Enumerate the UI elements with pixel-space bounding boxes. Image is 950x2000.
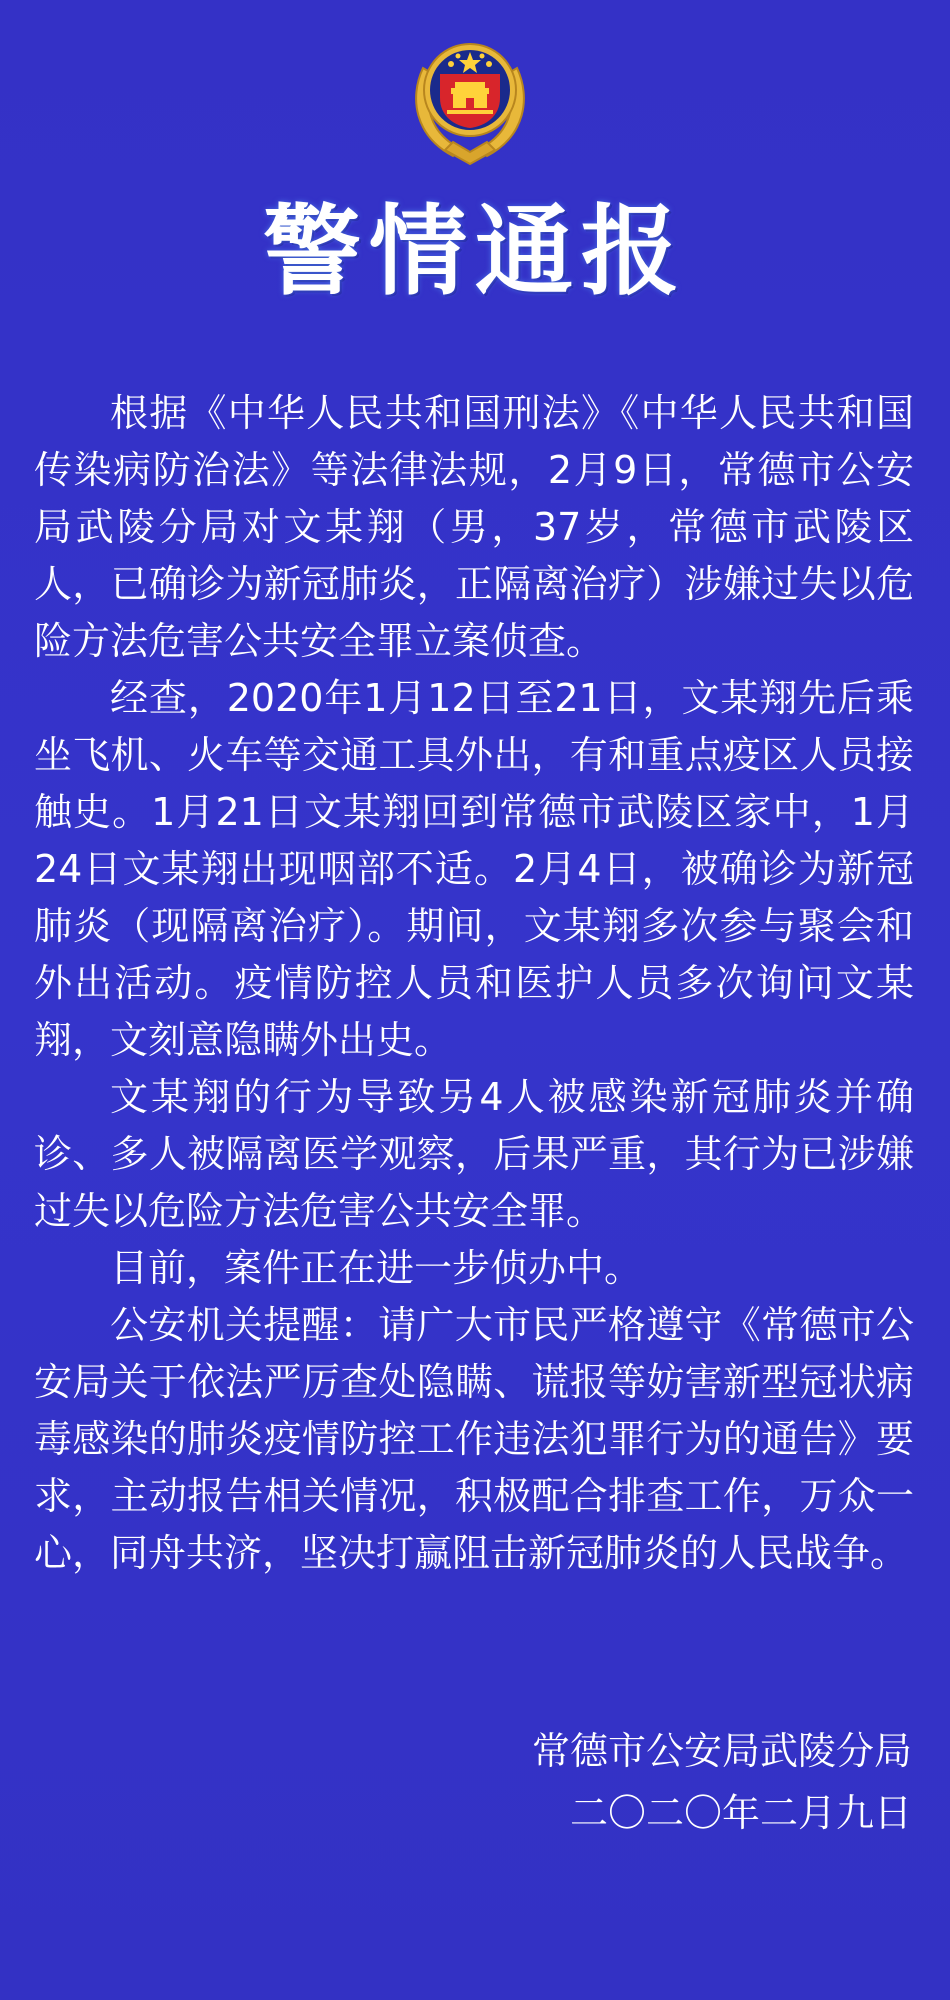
notice-body <box>34 385 914 1582</box>
paragraph-investigation: 经查，2020年1月12日至21日，文某翔先后乘坐飞机、火车等交通工具外出，有和重点疫区人员接触史。1月21日文某翔回到常德市武陵区家中，1月24日文某翔出现咽部不适。2月4日，被确诊为新冠肺炎（现隔离治疗）。期间，文某翔多次参与聚会和外出活动。疫情防控人员和医护人员多次询问文某翔，文刻意隐瞒外出史。 <box>34 676 914 1062</box>
paragraph-reminder: 公安机关提醒：请广大市民严格遵守《常德市公安局关于依法严厉查处隐瞒、谎报等妨害新型冠状病毒感染的肺炎疫情防控工作违法犯罪行为的通告》要求，主动报告相关情况，积极配合排查工作，万众一心，同舟共济，坚决打赢阻击新冠肺炎的人民战争。 <box>34 1303 914 1575</box>
issuer-name: 常德市公安局武陵分局 <box>531 1729 912 1773</box>
signature-block <box>312 1720 912 1844</box>
notice-title: 警情通报 <box>262 195 687 309</box>
paragraph-case-filed: 根据《中华人民共和国刑法》《中华人民共和国传染病防治法》等法律法规，2月9日，常德市公安局武陵分局对文某翔（男，37岁，常德市武陵区人，已确诊为新冠肺炎，正隔离治疗）涉嫌过失以危险方法危害公共安全罪立案侦查。 <box>34 391 914 663</box>
issue-date: 二〇二〇年二月九日 <box>569 1791 912 1835</box>
police-emblem-icon <box>403 28 537 168</box>
paragraph-consequences: 文某翔的行为导致另4人被感染新冠肺炎并确诊、多人被隔离医学观察，后果严重，其行为已涉嫌过失以危险方法危害公共安全罪。 <box>34 1075 914 1233</box>
paragraph-status: 目前，案件正在进一步侦办中。 <box>110 1246 643 1290</box>
